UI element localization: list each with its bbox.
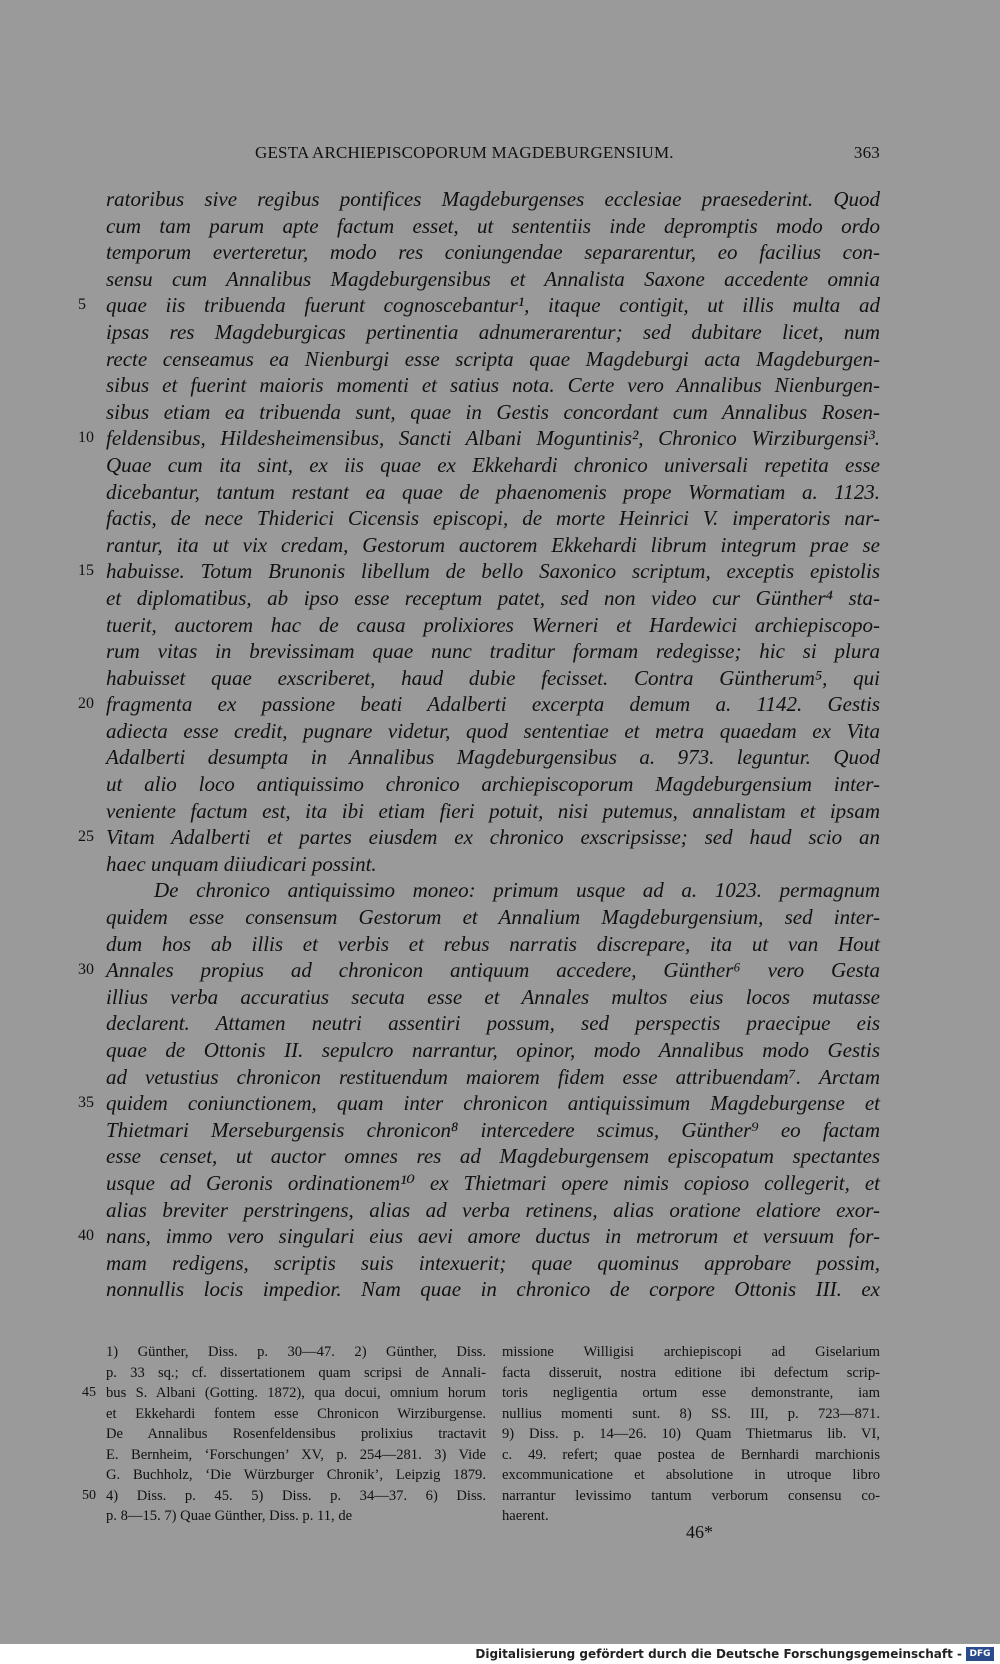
- line-number: 20: [78, 695, 94, 713]
- footnote-line: [502, 1363, 880, 1384]
- text-line: [106, 186, 880, 213]
- footnote-text: 9) Diss. p. 14—26. 10) Quam Thietmarus lib. VI,: [502, 1426, 880, 1442]
- footnote-text: bus S. Albani (Gotting. 1872), qua docui, omnium horum: [106, 1385, 486, 1401]
- line-text: sensu cum Annalibus Magdeburgensibus et Annalista Saxone accedente omnia: [106, 266, 880, 291]
- line-text: rantur, ita ut vix credam, Gestorum auctorem Ekkehardi librum integrum prae se: [106, 532, 880, 557]
- running-title: GESTA ARCHIEPISCOPORUM MAGDEBURGENSIUM.: [255, 143, 674, 162]
- footnote-line: [106, 1445, 486, 1466]
- text-line: [106, 718, 880, 745]
- line-number: 35: [78, 1094, 94, 1112]
- footnote-line: [106, 1363, 486, 1384]
- line-text: haec unquam diiudicari possint.: [106, 851, 377, 876]
- text-line: [106, 319, 880, 346]
- text-line: [78, 824, 880, 851]
- line-number: 10: [78, 429, 94, 447]
- footer-bar: [0, 1644, 1000, 1664]
- main-text-block: [78, 186, 880, 1303]
- line-text: et diplomatibus, ab ipso esse receptum patet, sed non video cur Günther⁴ sta-: [106, 585, 880, 610]
- text-line: [106, 1250, 880, 1277]
- footnotes-right-column: [502, 1342, 880, 1527]
- text-line: [106, 771, 880, 798]
- footnote-line: [502, 1342, 880, 1363]
- footnote-text: haerent.: [502, 1508, 549, 1524]
- text-line: [78, 691, 880, 718]
- footnote-text: narrantur levissimo tantum verborum consensu co-: [502, 1487, 880, 1504]
- line-text: veniente factum est, ita ibi etiam fieri potuit, nisi putemus, annalistam et ipsam: [106, 798, 880, 823]
- text-line: [106, 532, 880, 559]
- footnote-line: [82, 1486, 486, 1507]
- digitization-credit: Digitalisierung gefördert durch die Deutsche Forschungsgemeinschaft -: [475, 1647, 962, 1661]
- footnote-line: [82, 1383, 486, 1404]
- line-text: ad vetustius chronicon restituendum maiorem fidem esse attribuendam⁷. Arctam: [106, 1064, 880, 1089]
- footnote-line: [106, 1506, 486, 1527]
- footnote-text: p. 8—15. 7) Quae Günther, Diss. p. 11, de: [106, 1508, 353, 1524]
- line-text: dum hos ab illis et verbis et rebus narratis discrepare, ita ut van Hout: [106, 931, 880, 956]
- footnote-line: [502, 1424, 880, 1445]
- text-line: [106, 744, 880, 771]
- text-line: [106, 479, 880, 506]
- text-line: [106, 1197, 880, 1224]
- line-number: 15: [78, 562, 94, 580]
- text-line: [106, 585, 880, 612]
- line-text: factis, de nece Thiderici Cicensis episcopi, de morte Heinrici V. imperatoris nar-: [106, 506, 880, 531]
- text-line: [106, 1117, 880, 1144]
- footnote-line: [502, 1404, 880, 1425]
- line-text: Adalberti desumpta in Annalibus Magdeburgensibus a. 973. leguntur. Quod: [106, 745, 880, 770]
- text-line: [106, 346, 880, 373]
- text-line: [106, 984, 880, 1011]
- line-text: esse censet, ut auctor omnes res ad Magdeburgensem episcopatum spectantes: [106, 1144, 880, 1169]
- line-text: usque ad Geronis ordinationem¹⁰ ex Thietmari opere nimis copioso collegerit, et: [106, 1170, 880, 1195]
- sheet-signature: 46*: [686, 1522, 713, 1542]
- line-text: quidem esse consensum Gestorum et Annalium Magdeburgensium, sed inter-: [106, 905, 880, 930]
- line-number: 45: [82, 1385, 96, 1400]
- footnote-line: [502, 1445, 880, 1466]
- text-line: [106, 877, 880, 904]
- text-line: [106, 372, 880, 399]
- footnote-text: et Ekkehardi fontem esse Chronicon Wirziburgense.: [106, 1405, 486, 1422]
- text-line: [106, 505, 880, 532]
- line-text: ut alio loco antiquissimo chronico archiepiscoporum Magdeburgensium inter-: [106, 772, 880, 797]
- text-line: [78, 425, 880, 452]
- line-text: temporum everteretur, modo res coniungendae separarentur, eo facilius con-: [106, 240, 880, 265]
- page-number: 363: [853, 143, 880, 162]
- line-text: quae iis tribuenda fuerunt cognoscebantur¹, itaque contigit, ut illis multa ad: [106, 293, 880, 318]
- footnote-line: [502, 1486, 880, 1507]
- line-text: Annales propius ad chronicon antiquum accedere, Günther⁶ vero Gesta: [106, 958, 880, 983]
- line-text: quidem coniunctionem, quam inter chronicon antiquissimum Magdeburgense et: [106, 1091, 880, 1116]
- text-line: [106, 638, 880, 665]
- footnote-line: [106, 1424, 486, 1445]
- line-text: habuisse. Totum Brunonis libellum de bello Saxonico scriptum, exceptis epistolis: [106, 559, 880, 584]
- text-line: [106, 1010, 880, 1037]
- line-text: Vitam Adalberti et partes eiusdem ex chronico exscripsisse; sed haud scio an: [106, 825, 880, 850]
- line-text: De chronico antiquissimo moneo: primum usque ad a. 1023. permagnum: [154, 878, 880, 903]
- line-text: alias breviter perstringens, alias ad verba retinens, alias oratione elatiore exor-: [106, 1197, 880, 1222]
- footnote-text: c. 49. refert; quae postea de Bernhardi marchionis: [502, 1446, 880, 1463]
- text-line: [106, 1064, 880, 1091]
- dfg-logo-icon: DFG: [966, 1647, 994, 1661]
- text-line: [106, 1037, 880, 1064]
- footnote-text: missione Willigisi archiepiscopi ad Giselarium: [502, 1344, 880, 1360]
- footnote-text: E. Bernheim, ‘Forschungen’ XV, p. 254—281. 3) Vide: [106, 1446, 486, 1463]
- line-text: adiecta esse credit, pugnare videtur, quod sententiae et metra quaedam ex Vita: [106, 718, 880, 743]
- line-number: 25: [78, 828, 94, 846]
- text-line: [106, 904, 880, 931]
- text-line: [106, 452, 880, 479]
- footnote-line: [106, 1342, 486, 1363]
- text-line: [106, 266, 880, 293]
- footnote-text: p. 33 sq.; cf. dissertationem quam scripsi de Annali-: [106, 1364, 486, 1381]
- footnote-text: G. Buchholz, ‘Die Würzburger Chronik’, Leipzig 1879.: [106, 1467, 486, 1483]
- text-line: [78, 1223, 880, 1250]
- line-text: habuisset quae exscriberet, haud dubie fecisset. Contra Güntherum⁵, qui: [106, 665, 880, 690]
- text-line: [106, 1143, 880, 1170]
- line-text: fragmenta ex passione beati Adalberti excerpta demum a. 1142. Gestis: [106, 692, 880, 717]
- line-number: 40: [78, 1227, 94, 1245]
- footnote-text: facta disseruit, nostra editione ibi defectum scrip-: [502, 1364, 880, 1381]
- text-line: [106, 851, 880, 878]
- line-text: mam redigens, scriptis suis intexuerit; quae quominus approbare possim,: [106, 1250, 880, 1275]
- text-line: [106, 612, 880, 639]
- footnote-text: 1) Günther, Diss. p. 30—47. 2) Günther, Diss.: [106, 1344, 486, 1360]
- line-number: 30: [78, 961, 94, 979]
- text-line: [106, 239, 880, 266]
- line-number: 50: [82, 1487, 96, 1503]
- footnote-text: De Annalibus Rosenfeldensibus prolixius tractavit: [106, 1426, 486, 1442]
- line-number: 5: [78, 296, 86, 314]
- footnote-text: 4) Diss. p. 45. 5) Diss. p. 34—37. 6) Diss.: [106, 1487, 486, 1504]
- text-line: [106, 798, 880, 825]
- line-text: sibus etiam ea tribuenda sunt, quae in Gestis concordant cum Annalibus Rosen-: [106, 399, 880, 424]
- text-line: [106, 1170, 880, 1197]
- line-text: tuerit, auctorem hac de causa prolixiores Werneri et Hardewici archiepiscopo-: [106, 612, 880, 637]
- text-line: [106, 1276, 880, 1303]
- text-line: [106, 665, 880, 692]
- text-line: [78, 292, 880, 319]
- line-text: declarent. Attamen neutri assentiri possum, sed perspectis praecipue eis: [106, 1011, 880, 1036]
- text-line: [78, 1090, 880, 1117]
- text-line: [106, 931, 880, 958]
- line-text: feldensibus, Hildesheimensibus, Sancti Albani Moguntinis², Chronico Wirziburgensi³.: [106, 426, 880, 451]
- line-text: nans, immo vero singulari eius aevi amore ductus in metrorum et versuum for-: [106, 1224, 880, 1249]
- footnote-line: [502, 1383, 880, 1404]
- line-text: sibus et fuerint maioris momenti et satius nota. Certe vero Annalibus Nienburgen-: [106, 373, 880, 398]
- text-line: [78, 558, 880, 585]
- line-text: recte censeamus ea Nienburgi esse scripta quae Magdeburgi acta Magdeburgen-: [106, 346, 880, 371]
- line-text: ipsas res Magdeburgicas pertinentia adnumerarentur; sed dubitare licet, num: [106, 319, 880, 344]
- footnote-text: excommunicatione et absolutione in utroque libro: [502, 1467, 880, 1483]
- footnote-line: [106, 1404, 486, 1425]
- line-text: rum vitas in brevissimam quae nunc traditur formam redegisse; hic si plura: [106, 639, 880, 664]
- footnotes-left-column: [82, 1342, 486, 1527]
- line-text: nonnullis locis impedior. Nam quae in chronico de corpore Ottonis III. ex: [106, 1277, 880, 1302]
- line-text: Quae cum ita sint, ex iis quae ex Ekkehardi chronico universali repetita esse: [106, 452, 880, 477]
- line-text: quae de Ottonis II. sepulcro narrantur, opinor, modo Annalibus modo Gestis: [106, 1038, 880, 1062]
- footnote-text: nullius momenti sunt. 8) SS. III, p. 723—871.: [502, 1405, 880, 1422]
- line-text: dicebantur, tantum restant ea quae de phaenomenis prope Wormatiam a. 1123.: [106, 479, 880, 504]
- footnote-line: [106, 1465, 486, 1486]
- footnote-text: toris negligentia ortum esse demonstrante, iam: [502, 1385, 880, 1401]
- text-line: [106, 213, 880, 240]
- text-line: [78, 957, 880, 984]
- line-text: cum tam parum apte factum esset, ut sententiis inde depromptis modo ordo: [106, 213, 880, 238]
- text-line: [106, 399, 880, 426]
- footnote-line: [502, 1465, 880, 1486]
- line-text: ratoribus sive regibus pontifices Magdeburgenses ecclesiae praesederint. Quod: [106, 187, 880, 211]
- line-text: Thietmari Merseburgensis chronicon⁸ intercedere scimus, Günther⁹ eo factam: [106, 1117, 880, 1142]
- line-text: illius verba accuratius secuta esse et Annales multos eius locos mutasse: [106, 984, 880, 1009]
